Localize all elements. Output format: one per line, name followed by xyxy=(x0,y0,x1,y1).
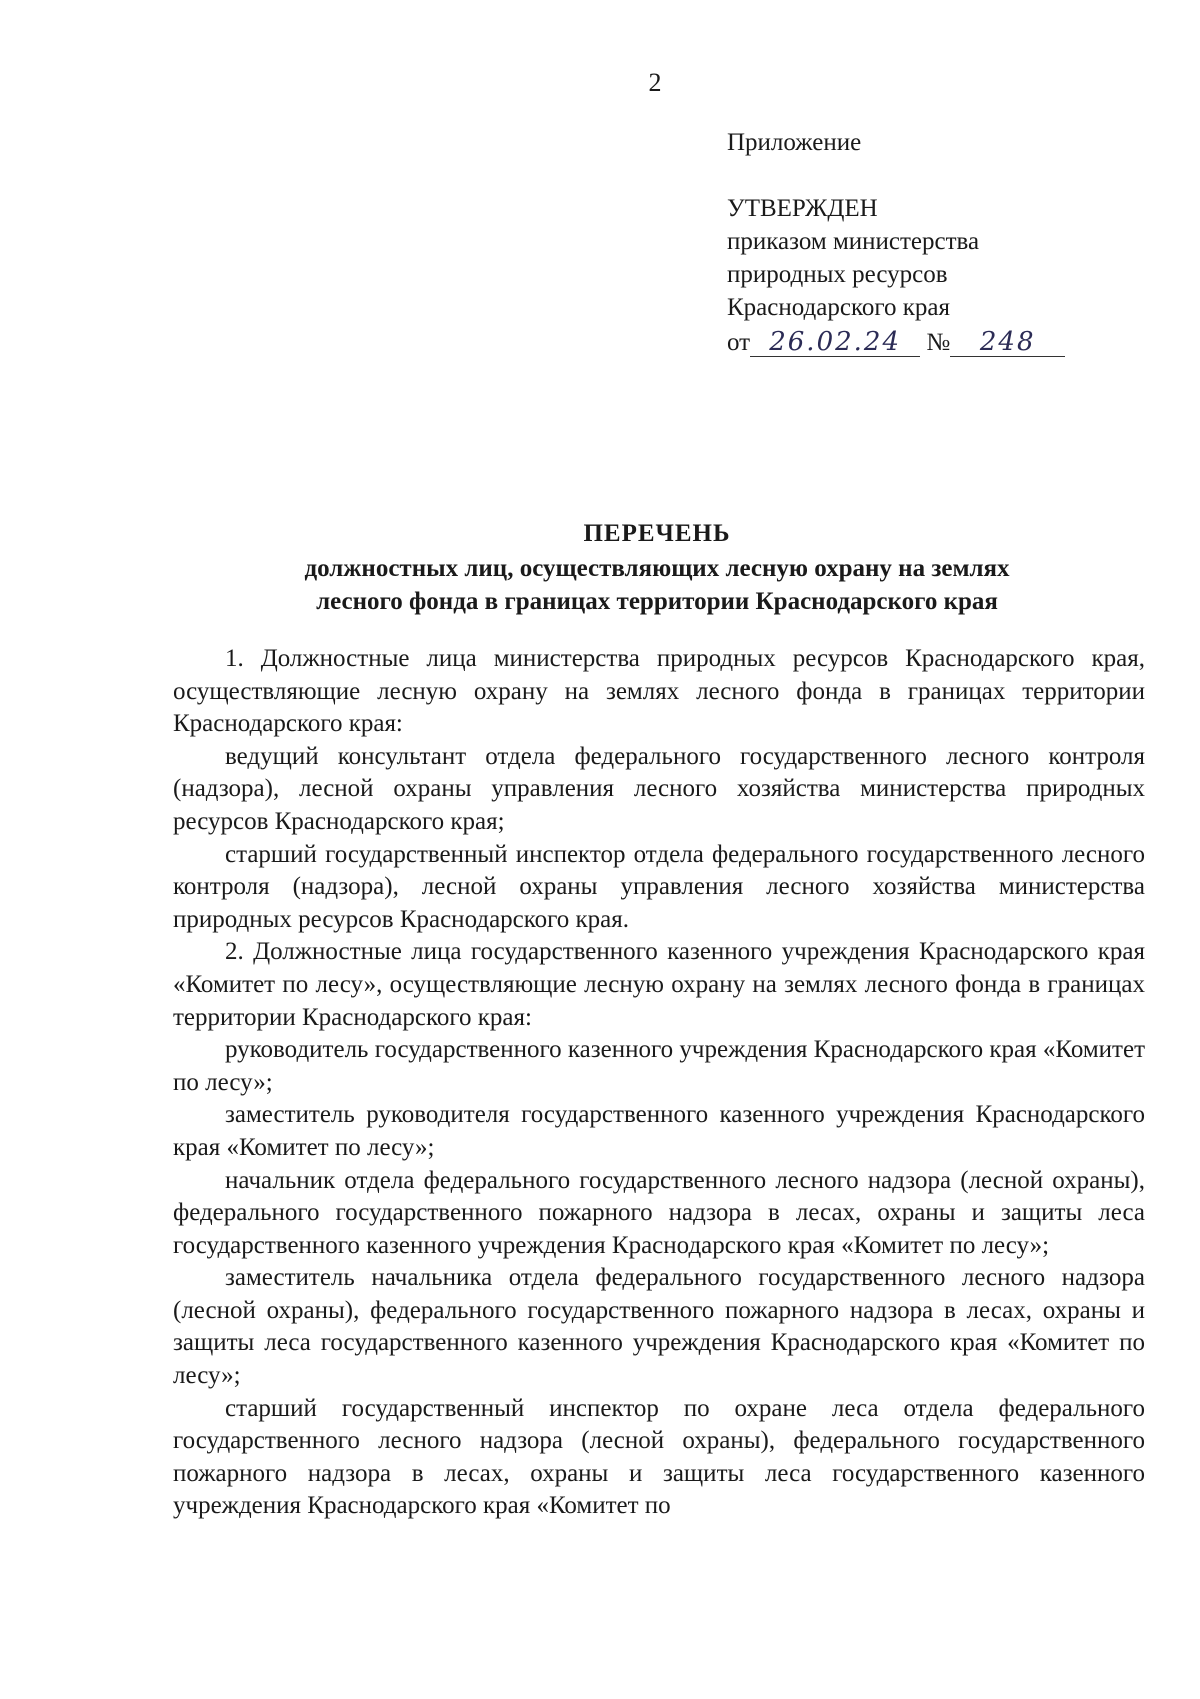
paragraph-7: начальник отдела федерального государственного лесного надзора (лесной охраны), федерального государственного пожарного надзора в лесах, охраны и защиты леса государственного казенного учреждения Краснодарского края «Комитет по лесу»; xyxy=(173,1166,1145,1259)
approval-line-1: приказом министерства xyxy=(727,228,980,255)
document-subtitle-line-1: должностных лиц, осуществляющих лесную охрану на землях xyxy=(304,555,1010,582)
document-body xyxy=(173,643,1145,1523)
paragraph-8: заместитель начальника отдела федерального государственного лесного надзора (лесной охраны), федерального государственного пожарного надзора в лесах, охраны и защиты леса государственного казенного учреждения Краснодарского края «Комитет по лесу»; xyxy=(173,1264,1145,1390)
date-prefix: от xyxy=(727,329,751,356)
appendix-label: Приложение xyxy=(727,129,862,156)
paragraph-2: ведущий консультант отдела федерального государственного лесного контроля (надзора), лесной охраны управления лесного хозяйства министерства природных ресурсов Краснодарского края; xyxy=(173,742,1145,835)
paragraph-4: 2. Должностные лица государственного казенного учреждения Краснодарского края «Комитет по лесу», осуществляющие лесную охрану на землях лесного фонда в границах территории Краснодарского края: xyxy=(173,938,1145,1031)
paragraph-1: 1. Должностные лица министерства природных ресурсов Краснодарского края, осуществляющие лесную охрану на землях лесного фонда в границах территории Краснодарского края: xyxy=(173,645,1145,738)
order-number-blank xyxy=(950,329,1065,357)
page-number: 2 xyxy=(648,68,662,97)
approval-stamp-block xyxy=(727,126,1065,359)
paragraph-5: руководитель государственного казенного учреждения Краснодарского края «Комитет по лесу»; xyxy=(173,1036,1145,1096)
paragraph-3: старший государственный инспектор отдела федерального государственного лесного контроля (надзора), лесной охраны управления лесного хозяйства министерства природных ресурсов Краснодарского края. xyxy=(173,840,1145,933)
order-date-handwritten: 26.02.24 xyxy=(769,327,901,357)
paragraph-6: заместитель руководителя государственного казенного учреждения Краснодарского края «Комитет по лесу»; xyxy=(173,1101,1145,1161)
approved-label: УТВЕРЖДЕН xyxy=(727,195,878,222)
document-subtitle-line-2: лесного фонда в границах территории Краснодарского края xyxy=(316,588,998,615)
order-number-handwritten: 248 xyxy=(979,327,1036,357)
approval-line-2: природных ресурсов xyxy=(727,261,948,288)
document-title-block xyxy=(172,517,1142,618)
paragraph-9: старший государственный инспектор по охране леса отдела федерального государственного лесного надзора (лесной охраны), федерального государственного пожарного надзора в лесах, охраны и защиты леса государственного казенного учреждения Краснодарского края «Комитет по xyxy=(173,1394,1145,1520)
number-prefix: № xyxy=(926,329,951,356)
approval-line-3: Краснодарского края xyxy=(727,294,950,321)
order-date-blank xyxy=(750,329,920,357)
order-date-number-line xyxy=(727,326,1065,359)
document-title: ПЕРЕЧЕНЬ xyxy=(583,520,731,547)
